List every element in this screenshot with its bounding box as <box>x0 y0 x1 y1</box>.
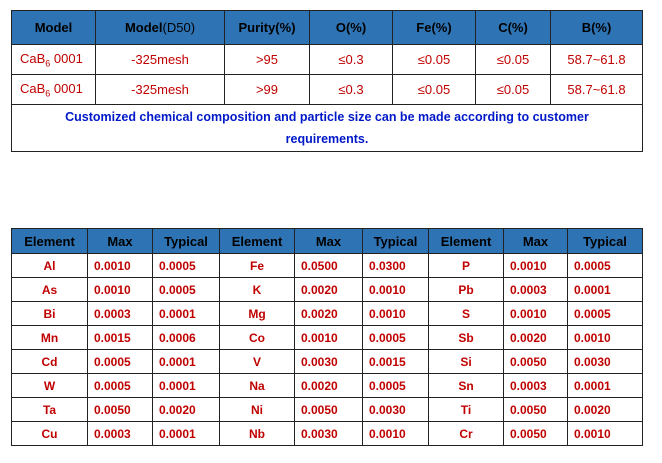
cell-element: Nb <box>220 422 295 446</box>
cell-d50: -325mesh <box>96 45 225 75</box>
cell-max: 0.0010 <box>88 278 153 302</box>
cell-typical: 0.0001 <box>568 374 643 398</box>
specification-table <box>11 10 643 152</box>
cell-typical: 0.0005 <box>153 254 220 278</box>
cell-typical: 0.0030 <box>363 398 429 422</box>
header-purity: Purity(%) <box>225 11 310 45</box>
header-d50-suffix: (D50) <box>162 20 196 35</box>
element-impurity-table <box>11 228 643 446</box>
cell-typical: 0.0005 <box>568 302 643 326</box>
cell-d50: -325mesh <box>96 75 225 105</box>
cell-element: As <box>12 278 88 302</box>
header-model: Model <box>12 11 96 45</box>
element-row <box>12 398 643 422</box>
cell-max: 0.0015 <box>88 326 153 350</box>
cell-typical: 0.0010 <box>568 326 643 350</box>
cell-element: Sb <box>429 326 504 350</box>
cell-max: 0.0003 <box>88 302 153 326</box>
element-row <box>12 374 643 398</box>
cell-max: 0.0003 <box>88 422 153 446</box>
cell-purity: >95 <box>225 45 310 75</box>
model-formula: CaB <box>20 80 46 96</box>
cell-element: Cr <box>429 422 504 446</box>
cell-iron: ≤0.05 <box>393 45 476 75</box>
element-row <box>12 422 643 446</box>
cell-element: K <box>220 278 295 302</box>
cell-element: Co <box>220 326 295 350</box>
cell-max: 0.0030 <box>295 422 363 446</box>
model-subscript: 6 <box>45 58 51 69</box>
cell-element: Fe <box>220 254 295 278</box>
cell-typical: 0.0005 <box>363 374 429 398</box>
header-max: Max <box>88 229 153 254</box>
cell-typical: 0.0001 <box>153 350 220 374</box>
element-row <box>12 302 643 326</box>
cell-typical: 0.0020 <box>568 398 643 422</box>
spec-row <box>12 75 643 105</box>
header-iron: Fe(%) <box>393 11 476 45</box>
cell-typical: 0.0020 <box>153 398 220 422</box>
spec-header-row <box>12 11 643 45</box>
cell-max: 0.0500 <box>295 254 363 278</box>
cell-element: Si <box>429 350 504 374</box>
cell-typical: 0.0001 <box>153 374 220 398</box>
cell-element: Cd <box>12 350 88 374</box>
cell-typical: 0.0005 <box>153 278 220 302</box>
cell-element: Sn <box>429 374 504 398</box>
element-table-body <box>12 254 643 446</box>
cell-iron: ≤0.05 <box>393 75 476 105</box>
header-model-d50 <box>96 11 225 45</box>
cell-boron: 58.7~61.8 <box>551 45 643 75</box>
cell-carbon: ≤0.05 <box>476 45 551 75</box>
header-boron: B(%) <box>551 11 643 45</box>
cell-typical: 0.0001 <box>153 302 220 326</box>
cell-typical: 0.0015 <box>363 350 429 374</box>
cell-max: 0.0050 <box>504 350 568 374</box>
element-row <box>12 350 643 374</box>
cell-max: 0.0020 <box>295 302 363 326</box>
cell-model <box>12 75 96 105</box>
header-typical: Typical <box>363 229 429 254</box>
cell-max: 0.0020 <box>295 278 363 302</box>
cell-max: 0.0020 <box>504 326 568 350</box>
cell-max: 0.0020 <box>295 374 363 398</box>
cell-max: 0.0010 <box>295 326 363 350</box>
cell-typical: 0.0030 <box>568 350 643 374</box>
spec-row <box>12 45 643 75</box>
header-max: Max <box>504 229 568 254</box>
cell-typical: 0.0001 <box>568 278 643 302</box>
cell-typical: 0.0005 <box>363 326 429 350</box>
model-subscript: 6 <box>45 88 51 99</box>
model-code: 0001 <box>50 50 83 66</box>
header-max: Max <box>295 229 363 254</box>
cell-max: 0.0005 <box>88 350 153 374</box>
header-element: Element <box>12 229 88 254</box>
header-model-d50-prefix: Model <box>124 20 163 35</box>
cell-element: Ta <box>12 398 88 422</box>
cell-purity: >99 <box>225 75 310 105</box>
cell-element: Mn <box>12 326 88 350</box>
cell-carbon: ≤0.05 <box>476 75 551 105</box>
element-row <box>12 254 643 278</box>
cell-element: Bi <box>12 302 88 326</box>
spec-note-row <box>12 105 643 152</box>
cell-element: Pb <box>429 278 504 302</box>
spec-table-body <box>12 45 643 152</box>
element-row <box>12 326 643 350</box>
cell-oxygen: ≤0.3 <box>310 45 393 75</box>
cell-typical: 0.0300 <box>363 254 429 278</box>
cell-max: 0.0003 <box>504 278 568 302</box>
cell-element: P <box>429 254 504 278</box>
cell-max: 0.0050 <box>88 398 153 422</box>
header-element: Element <box>429 229 504 254</box>
cell-max: 0.0030 <box>295 350 363 374</box>
cell-max: 0.0050 <box>504 398 568 422</box>
header-carbon: C(%) <box>476 11 551 45</box>
model-code: 0001 <box>50 80 83 96</box>
element-header-row <box>12 229 643 254</box>
cell-element: S <box>429 302 504 326</box>
customization-note: Customized chemical composition and particle size can be made according to customer requirements. <box>12 105 643 152</box>
cell-boron: 58.7~61.8 <box>551 75 643 105</box>
cell-typical: 0.0010 <box>568 422 643 446</box>
cell-element: Na <box>220 374 295 398</box>
cell-element: Ni <box>220 398 295 422</box>
cell-element: Mg <box>220 302 295 326</box>
header-element: Element <box>220 229 295 254</box>
cell-max: 0.0003 <box>504 374 568 398</box>
header-oxygen: O(%) <box>310 11 393 45</box>
header-typical: Typical <box>153 229 220 254</box>
cell-oxygen: ≤0.3 <box>310 75 393 105</box>
element-row <box>12 278 643 302</box>
cell-element: Al <box>12 254 88 278</box>
cell-max: 0.0050 <box>504 422 568 446</box>
cell-element: Ti <box>429 398 504 422</box>
cell-element: Cu <box>12 422 88 446</box>
cell-max: 0.0010 <box>504 302 568 326</box>
cell-max: 0.0010 <box>88 254 153 278</box>
cell-typical: 0.0010 <box>363 302 429 326</box>
cell-typical: 0.0005 <box>568 254 643 278</box>
cell-max: 0.0005 <box>88 374 153 398</box>
cell-typical: 0.0010 <box>363 422 429 446</box>
model-formula: CaB <box>20 50 46 66</box>
cell-max: 0.0010 <box>504 254 568 278</box>
cell-typical: 0.0010 <box>363 278 429 302</box>
cell-typical: 0.0006 <box>153 326 220 350</box>
cell-element: W <box>12 374 88 398</box>
cell-typical: 0.0001 <box>153 422 220 446</box>
cell-model <box>12 45 96 75</box>
cell-max: 0.0050 <box>295 398 363 422</box>
header-typical: Typical <box>568 229 643 254</box>
cell-element: V <box>220 350 295 374</box>
